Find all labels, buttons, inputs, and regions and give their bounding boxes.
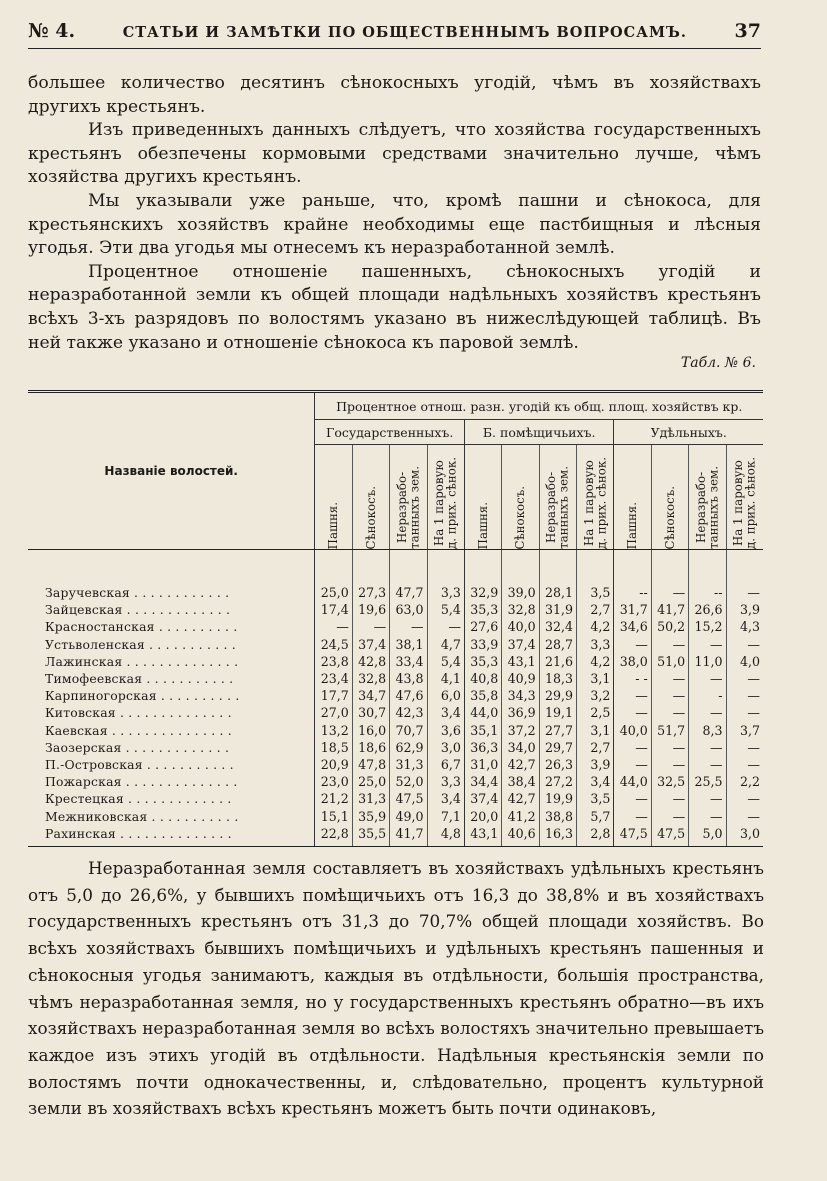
header-rule [28, 48, 761, 49]
table-cell: 32,8 [502, 601, 539, 618]
table-cell: 41,2 [502, 807, 539, 824]
table-row [28, 722, 763, 739]
table-cell: 20,0 [464, 807, 501, 824]
table-cell: 51,7 [651, 722, 688, 739]
table-row [28, 790, 763, 807]
table-cell: 6,7 [427, 756, 464, 773]
table-cell: 4,0 [739, 653, 760, 669]
table-cell: 42,8 [352, 653, 389, 670]
volost-name: Заручевская . . . . . . . . . . . . [28, 584, 315, 601]
table-cell: 40,9 [502, 670, 539, 687]
volost-name: Китовская . . . . . . . . . . . . . . [28, 704, 315, 721]
table-cell: 23,4 [315, 670, 352, 687]
data-table [28, 390, 763, 847]
table-cell: -- [689, 584, 726, 601]
table-cell: 25,5 [689, 773, 726, 790]
table-cell: — [747, 791, 760, 807]
table-cell: 39,0 [502, 584, 539, 601]
table-cell: 4,3 [739, 619, 760, 635]
table-cell: 43,8 [390, 670, 427, 687]
table-cell: 3,3 [427, 584, 464, 601]
table-cell: — [689, 790, 726, 807]
page-number: 37 [734, 20, 761, 42]
column-header: На 1 паровую д. прих. сѣнок. [427, 445, 464, 550]
volost-name: Заозерская . . . . . . . . . . . . . [28, 739, 315, 756]
table-cell: — [651, 704, 688, 721]
table-cell: 42,7 [502, 756, 539, 773]
table-cell: 27,3 [352, 584, 389, 601]
table-cell: — [390, 618, 427, 635]
table-cell: 19,9 [539, 790, 576, 807]
issue-number: № 4. [28, 20, 76, 42]
table-cell: 4,2 [577, 653, 614, 670]
volost-name: Лажинская . . . . . . . . . . . . . . [28, 653, 315, 670]
table-cell: 35,9 [352, 807, 389, 824]
table-cell: 47,6 [390, 687, 427, 704]
table-cell: — [747, 671, 760, 687]
table-cell: 31,3 [352, 790, 389, 807]
table-cell: 3,5 [577, 790, 614, 807]
group-header-state: Государственныхъ. [315, 420, 465, 445]
table-cell: 24,5 [315, 636, 352, 653]
table-cell: 28,7 [539, 636, 576, 653]
table-cell: 16,3 [539, 825, 576, 847]
running-title: СТАТЬИ И ЗАМѢТКИ ПО ОБЩЕСТВЕННЫМЪ ВОПРОСАМЪ. [122, 24, 687, 41]
table-cell: 26,6 [689, 601, 726, 618]
table-cell: 37,4 [464, 790, 501, 807]
table-cell: 2,7 [577, 601, 614, 618]
column-header-volost: Названіе волостей. [28, 392, 315, 550]
table-cell: 13,2 [315, 722, 352, 739]
table-cell: — [614, 807, 651, 824]
table-cell: 70,7 [390, 722, 427, 739]
table-cell: 3,2 [577, 687, 614, 704]
table-cell: 23,0 [315, 773, 352, 790]
table-cell: — [651, 670, 688, 687]
table-cell: 31,9 [539, 601, 576, 618]
table-cell: 34,3 [502, 687, 539, 704]
table-cell: — [689, 704, 726, 721]
table-row [28, 825, 763, 847]
table-cell: 40,6 [502, 825, 539, 847]
table-cell: - - [614, 670, 651, 687]
column-header: Сѣнокосъ. [651, 445, 688, 550]
volost-name: Каевская . . . . . . . . . . . . . . . [28, 722, 315, 739]
table-cell: 3,0 [427, 739, 464, 756]
volost-name: Рахинская . . . . . . . . . . . . . . [28, 825, 315, 847]
table-cell: 27,7 [539, 722, 576, 739]
table-cell: 37,2 [502, 722, 539, 739]
volost-name: П.-Островская . . . . . . . . . . . [28, 756, 315, 773]
column-header: Сѣнокосъ. [352, 445, 389, 550]
paragraph: Процентное отношеніе пашенныхъ, сѣнокосныхъ угодій и неразработанной земли къ общей площади надѣльныхъ хозяйствъ крестьянъ всѣхъ 3-хъ разрядовъ по волостямъ указано въ нижеслѣдующей таблицѣ. Въ ней также указано и отношеніе сѣнокоса къ паровой землѣ. [28, 261, 761, 353]
table-cell: 23,8 [315, 653, 352, 670]
table-cell: — [614, 739, 651, 756]
table-cell: 8,3 [689, 722, 726, 739]
table-cell: 43,1 [502, 653, 539, 670]
table-cell: 3,1 [577, 722, 614, 739]
table-row [28, 670, 763, 687]
table-cell: 38,4 [502, 773, 539, 790]
body-text-top [28, 72, 761, 355]
paragraph: Изъ приведенныхъ данныхъ слѣдуетъ, что хозяйства государственныхъ крестьянъ обезпечены кормовыми средствами значительно лучше, чѣмъ хозяйства другихъ крестьянъ. [28, 120, 761, 188]
table-cell: 5,7 [577, 807, 614, 824]
table-cell: 3,6 [427, 722, 464, 739]
table-cell: 30,7 [352, 704, 389, 721]
table-cell: 34,7 [352, 687, 389, 704]
table-cell: 35,1 [464, 722, 501, 739]
table-cell: 36,3 [464, 739, 501, 756]
table-cell: — [614, 790, 651, 807]
table-cell: 2,2 [739, 774, 760, 790]
volost-name: Зайцевская . . . . . . . . . . . . . [28, 601, 315, 618]
table-cell: 34,4 [464, 773, 501, 790]
table-cell: 62,9 [390, 739, 427, 756]
table-cell: 11,0 [689, 653, 726, 670]
table-caption: Табл. № 6. [680, 355, 756, 371]
table-cell: 35,8 [464, 687, 501, 704]
table-cell: 21,6 [539, 653, 576, 670]
table-cell: 7,1 [427, 807, 464, 824]
table-row [28, 584, 763, 601]
table-cell: 26,3 [539, 756, 576, 773]
column-header: Пашня. [315, 445, 352, 550]
volost-name: Тимофеевская . . . . . . . . . . . [28, 670, 315, 687]
column-header: Неразрабо- танныхъ зем. [689, 445, 726, 550]
table-cell: 34,6 [614, 618, 651, 635]
table-cell: — [651, 584, 688, 601]
column-header: Пашня. [464, 445, 501, 550]
table-cell: 37,4 [352, 636, 389, 653]
table-cell: 19,6 [352, 601, 389, 618]
table-cell: 3,4 [577, 773, 614, 790]
table-cell: 18,6 [352, 739, 389, 756]
table-cell: 29,9 [539, 687, 576, 704]
volost-name: Красностанская . . . . . . . . . . [28, 618, 315, 635]
table-cell: 6,0 [427, 687, 464, 704]
body-text-bottom [28, 855, 764, 1122]
table-cell: -- [614, 584, 651, 601]
table-cell: 29,7 [539, 739, 576, 756]
table-cell: — [747, 636, 760, 652]
table-row [28, 601, 763, 618]
table-cell: 34,0 [502, 739, 539, 756]
table-cell: — [689, 670, 726, 687]
paragraph: Неразработанная земля составляетъ въ хозяйствахъ удѣльныхъ крестьянъ отъ 5,0 до 26,6%, у бывшихъ помѣщичьихъ отъ 16,3 до 38,8% и въ хозяйствахъ государственныхъ крестьянъ отъ 31,3 до 70,7% общей площади хозяйствъ. Во всѣхъ хозяйствахъ бывшихъ помѣщичьихъ и удѣльныхъ крестьянъ пашенныя и сѣнокосныя угодья занимаютъ, каждыя въ отдѣльности, большія пространства, чѣмъ неразработанная земля, но у государственныхъ крестьянъ обратно—въ ихъ хозяйствахъ неразработанная земля во всѣхъ волостяхъ значительно превышаетъ каждое изъ этихъ угодій въ отдѣльности. Надѣльныя крестьянскія земли по волостямъ почти однокачественны, и, слѣдовательно, процентъ культурной земли въ хозяйствахъ всѣхъ крестьянъ можетъ быть почти одинаковъ, [28, 858, 764, 1119]
table-cell: 50,2 [651, 618, 688, 635]
table-cell: — [651, 687, 688, 704]
table-cell: — [747, 705, 760, 721]
table-cell: 42,7 [502, 790, 539, 807]
table-cell: 32,5 [651, 773, 688, 790]
table-cell: — [427, 618, 464, 635]
table-row [28, 807, 763, 824]
table-cell: 3,4 [427, 704, 464, 721]
table-cell: — [614, 756, 651, 773]
table-cell: 51,0 [651, 653, 688, 670]
table-cell: 28,1 [539, 584, 576, 601]
table-cell: 2,7 [577, 739, 614, 756]
table-cell: 38,1 [390, 636, 427, 653]
column-header: Неразрабо- танныхъ зем. [539, 445, 576, 550]
table-cell: — [689, 739, 726, 756]
volost-name: Межниковская . . . . . . . . . . . [28, 807, 315, 824]
table-cell: 41,7 [390, 825, 427, 847]
table-cell: — [689, 636, 726, 653]
table-cell: 3,7 [739, 722, 760, 738]
table-cell: — [651, 636, 688, 653]
table-cell: 52,0 [390, 773, 427, 790]
volost-name: Крестецкая . . . . . . . . . . . . . [28, 790, 315, 807]
table-row [28, 653, 763, 670]
table-cell: 31,0 [464, 756, 501, 773]
table-cell: 37,4 [502, 636, 539, 653]
table-cell: — [614, 687, 651, 704]
volost-name: Пожарская . . . . . . . . . . . . . . [28, 773, 315, 790]
table-cell: 4,7 [427, 636, 464, 653]
table-cell: — [651, 739, 688, 756]
table-cell: 3,3 [427, 773, 464, 790]
table-cell: 2,8 [577, 825, 614, 847]
paragraph: большее количество десятинъ сѣнокосныхъ угодій, чѣмъ въ хозяйствахъ другихъ крестьянъ. [28, 73, 761, 117]
table-cell: 33,4 [390, 653, 427, 670]
table-cell: 2,5 [577, 704, 614, 721]
column-header: На 1 паровую д. прих. сѣнок. [577, 445, 614, 550]
table-cell: 35,5 [352, 825, 389, 847]
table-cell: 5,0 [689, 825, 726, 847]
table-cell: 32,4 [539, 618, 576, 635]
table-cell: 47,8 [352, 756, 389, 773]
table-cell: 3,3 [577, 636, 614, 653]
table-cell: 44,0 [614, 773, 651, 790]
table-cell: — [651, 807, 688, 824]
table-row [28, 636, 763, 653]
table-cell: 47,7 [390, 584, 427, 601]
column-header: На 1 паровую д. прих. сѣнок. [726, 445, 763, 550]
table-cell: 3,0 [726, 825, 763, 847]
volost-name: Карпиногорская . . . . . . . . . . [28, 687, 315, 704]
column-header: Неразрабо- танныхъ зем. [390, 445, 427, 550]
table-cell: 41,7 [651, 601, 688, 618]
table-cell: 3,5 [577, 584, 614, 601]
table-cell: 31,3 [390, 756, 427, 773]
table-row [28, 618, 763, 635]
volost-name: Устьволенская . . . . . . . . . . . [28, 636, 315, 653]
table-cell: — [747, 688, 760, 704]
table-cell: 31,7 [614, 601, 651, 618]
table-cell: 40,8 [464, 670, 501, 687]
table-row [28, 773, 763, 790]
table-cell: 25,0 [352, 773, 389, 790]
table-cell: 44,0 [464, 704, 501, 721]
table-cell: 3,9 [577, 756, 614, 773]
table-cell: — [747, 585, 760, 601]
table-cell: 47,5 [390, 790, 427, 807]
table-row [28, 756, 763, 773]
table-row [28, 739, 763, 756]
table-cell: 4,2 [577, 618, 614, 635]
table-cell: 63,0 [390, 601, 427, 618]
table-top-header: Процентное отнош. разн. угодій къ общ. площ. хозяйствъ кр. [315, 392, 763, 420]
table-cell: 27,0 [315, 704, 352, 721]
table-cell: — [614, 704, 651, 721]
column-header: Сѣнокосъ. [502, 445, 539, 550]
table-cell: 25,0 [315, 584, 352, 601]
table-cell: 16,0 [352, 722, 389, 739]
table-cell: 33,9 [464, 636, 501, 653]
table-cell: 3,1 [577, 670, 614, 687]
table-cell: — [689, 756, 726, 773]
table-row [28, 687, 763, 704]
table-cell: 19,1 [539, 704, 576, 721]
table-cell: 18,3 [539, 670, 576, 687]
table-cell: 3,9 [739, 602, 760, 618]
column-header: Пашня. [614, 445, 651, 550]
table-cell: 38,8 [539, 807, 576, 824]
table-cell: 15,1 [315, 807, 352, 824]
table-cell: 4,1 [427, 670, 464, 687]
table-cell: 40,0 [502, 618, 539, 635]
table-cell: 27,6 [464, 618, 501, 635]
table-cell: — [689, 807, 726, 824]
group-header-appanage: Удѣльныхъ. [614, 420, 763, 445]
table-cell: 49,0 [390, 807, 427, 824]
table-cell: 36,9 [502, 704, 539, 721]
table-cell: 32,8 [352, 670, 389, 687]
table-cell: 18,5 [315, 739, 352, 756]
table-cell: — [352, 618, 389, 635]
table-cell: 27,2 [539, 773, 576, 790]
table-cell: — [651, 756, 688, 773]
table-cell: 40,0 [614, 722, 651, 739]
group-header-landlord: Б. помѣщичьихъ. [464, 420, 614, 445]
table-cell: 22,8 [315, 825, 352, 847]
table-cell: 35,3 [464, 601, 501, 618]
table-cell: — [747, 756, 760, 772]
table-cell: - [689, 687, 726, 704]
table-cell: 4,8 [427, 825, 464, 847]
paragraph: Мы указывали уже раньше, что, кромѣ пашни и сѣнокоса, для крестьянскихъ хозяйствъ крайне необходимы еще пастбищныя и лѣсныя угодья. Эти два угодья мы отнесемъ къ неразработанной землѣ. [28, 190, 761, 259]
table-cell: 3,4 [427, 790, 464, 807]
table-cell: 17,7 [315, 687, 352, 704]
table-cell: 15,2 [689, 618, 726, 635]
table-row [28, 704, 763, 721]
table-cell: 38,0 [614, 653, 651, 670]
table-cell: 42,3 [390, 704, 427, 721]
table-cell: — [651, 790, 688, 807]
table-cell: 20,9 [315, 756, 352, 773]
table-cell: — [315, 618, 352, 635]
table-cell: 35,3 [464, 653, 501, 670]
table-cell: 32,9 [464, 584, 501, 601]
table-cell: 5,4 [427, 601, 464, 618]
table-cell: 47,5 [651, 825, 688, 847]
table-cell: — [614, 636, 651, 653]
table-cell: 17,4 [315, 601, 352, 618]
table-cell: — [747, 808, 760, 824]
running-header [28, 20, 761, 46]
table-cell: 43,1 [464, 825, 501, 847]
table-cell: — [747, 739, 760, 755]
table-cell: 47,5 [614, 825, 651, 847]
table-cell: 21,2 [315, 790, 352, 807]
table-cell: 5,4 [427, 653, 464, 670]
